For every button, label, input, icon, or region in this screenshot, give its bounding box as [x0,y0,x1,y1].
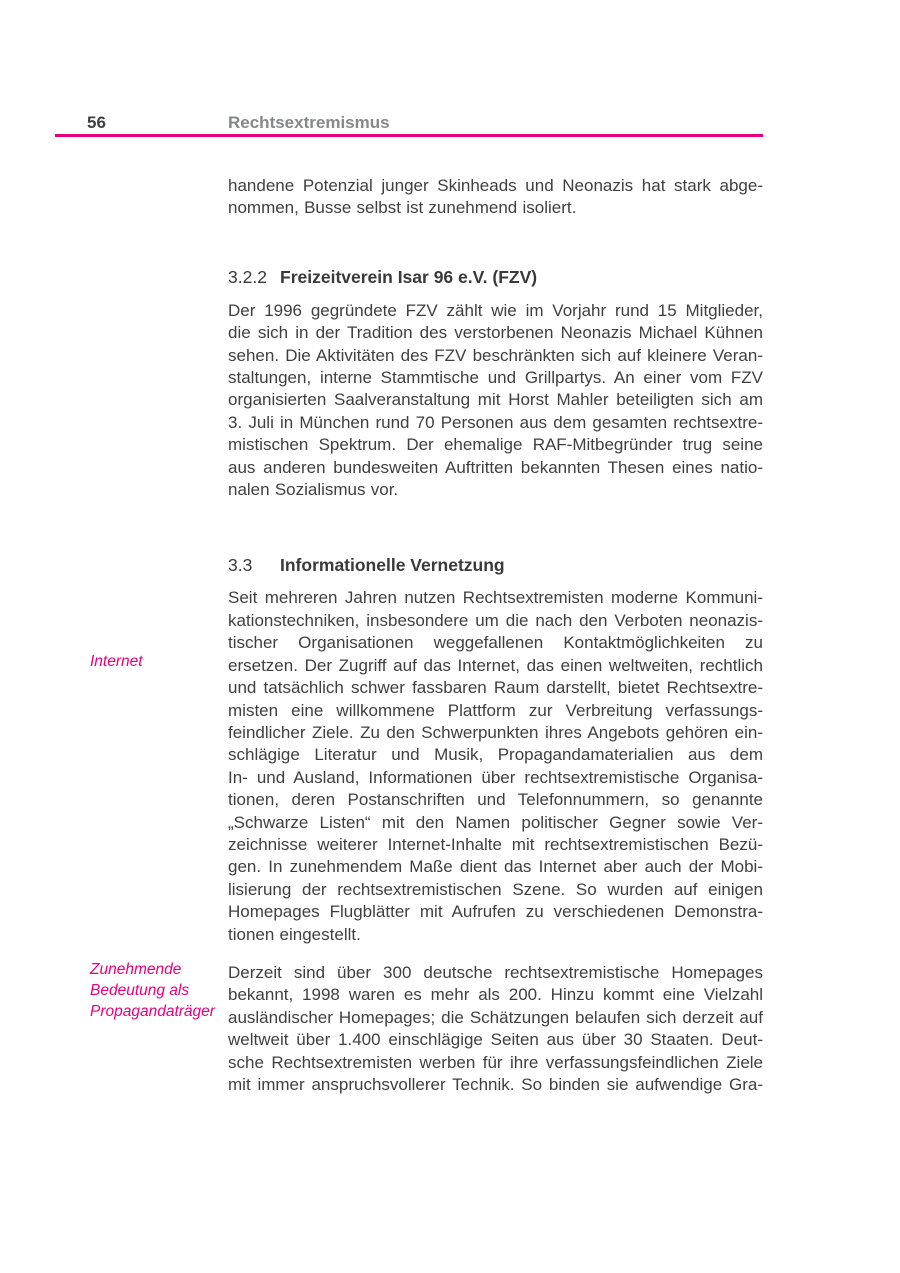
text-line: Derzeit sind über 300 deutsche rechtsextremistische Homepages [228,962,763,982]
text-line: Seit mehreren Jahren nutzen Rechtsextremisten moderne Kommuni- [228,588,763,608]
text-line: weltweit über 1.400 einschlägige Seiten aus über 30 Staaten. Deut- [228,1030,763,1050]
text-line: staltungen, interne Stammtische und Grillpartys. An einer vom FZV [228,368,763,388]
text-line: mistischen Spektrum. Der ehemalige RAF-Mitbegründer trug seine [228,435,763,455]
text-line: nommen, Busse selbst ist zunehmend isoliert. [228,198,577,218]
text-line: aus anderen bundesweiten Auftritten bekannten Thesen eines natio- [228,457,763,477]
margin-note-propaganda [90,959,225,1022]
margin-note-internet: Internet [90,653,143,670]
body-text-column [228,175,763,1096]
text-line: bekannt, 1998 waren es mehr als 200. Hinzu kommt eine Vielzahl [228,985,763,1005]
text-line: sche Rechtsextremisten werben für ihre verfassungsfeindlichen Ziele [228,1052,763,1072]
text-line: kationstechniken, insbesondere um die nach den Verboten neonazis- [228,610,763,630]
text-line: tionen eingestellt. [228,924,361,944]
section-title: Freizeitverein Isar 96 e.V. (FZV) [280,266,538,287]
text-line: ersetzen. Der Zugriff auf das Internet, das einen weltweiten, rechtlich [228,655,763,675]
paragraph-fzv [228,300,763,502]
text-line: lisierung der rechtsextremistischen Szene. So wurden auf einigen [228,879,763,899]
text-line: „Schwarze Listen“ mit den Namen politischer Gegner sowie Ver- [228,812,763,832]
text-line: mit immer anspruchsvollerer Technik. So binden sie aufwendige Gra- [228,1075,763,1094]
text-line: organisierten Saalveranstaltung mit Horst Mahler beteiligten sich am [228,390,763,410]
section-title: Informationelle Vernetzung [280,555,505,576]
text-line: tionen, deren Postanschriften und Telefonnummern, so genannte [228,790,763,810]
text-line: sehen. Die Aktivitäten des FZV beschränkten sich auf kleinere Veran- [228,345,763,365]
running-header-title: Rechtsextremismus [228,113,390,132]
paragraph-intro [228,175,763,220]
section-heading-fzv [228,266,763,289]
text-line: nalen Sozialismus vor. [228,480,399,500]
text-line: Der 1996 gegründete FZV zählt wie im Vorjahr rund 15 Mitglieder, [228,300,763,320]
text-line: tischer Organisationen weggefallenen Kontaktmöglichkeiten zu [228,633,763,653]
text-line: ausländischer Homepages; die Schätzungen belaufen sich derzeit auf [228,1007,763,1027]
text-line: die sich in der Tradition des verstorbenen Neonazis Michael Kühnen [228,323,763,343]
text-line: feindlicher Ziele. Zu den Schwerpunkten ihres Angebots gehören ein- [228,722,763,742]
text-line: In- und Ausland, Informationen über rechtsextremistische Organisa- [228,767,763,787]
text-line: und tatsächlich schwer fassbaren Raum darstellt, bietet Rechtsextre- [228,678,763,698]
text-line: misten eine willkommene Plattform zur Verbreitung verfassungs- [228,700,763,720]
section-number: 3.3 [228,555,253,576]
text-line: Homepages Flugblätter mit Aufrufen zu verschiedenen Demonstra- [228,902,763,922]
text-line: zeichnisse weiterer Internet-Inhalte mit rechtsextremistischen Bezü- [228,834,763,854]
section-heading-vernetzung [228,554,763,577]
text-line: Zunehmende [90,961,182,978]
text-line: 3. Juli in München rund 70 Personen aus dem gesamten rechtsextre- [228,412,763,432]
text-line: gen. In zunehmendem Maße dient das Internet aber auch der Mobi- [228,857,763,877]
page-number: 56 [87,113,106,132]
header-rule-divider [55,134,763,137]
text-line: Bedeutung als [90,982,190,999]
paragraph-vernetzung-2 [228,962,763,1096]
section-number: 3.2.2 [228,266,267,287]
text-line: handene Potenzial junger Skinheads und Neonazis hat stark abge- [228,176,763,195]
text-line: Propagandaträger [90,1003,215,1020]
paragraph-vernetzung-1 [228,587,763,946]
text-line: schlägige Literatur und Musik, Propagandamaterialien aus dem [228,745,763,765]
